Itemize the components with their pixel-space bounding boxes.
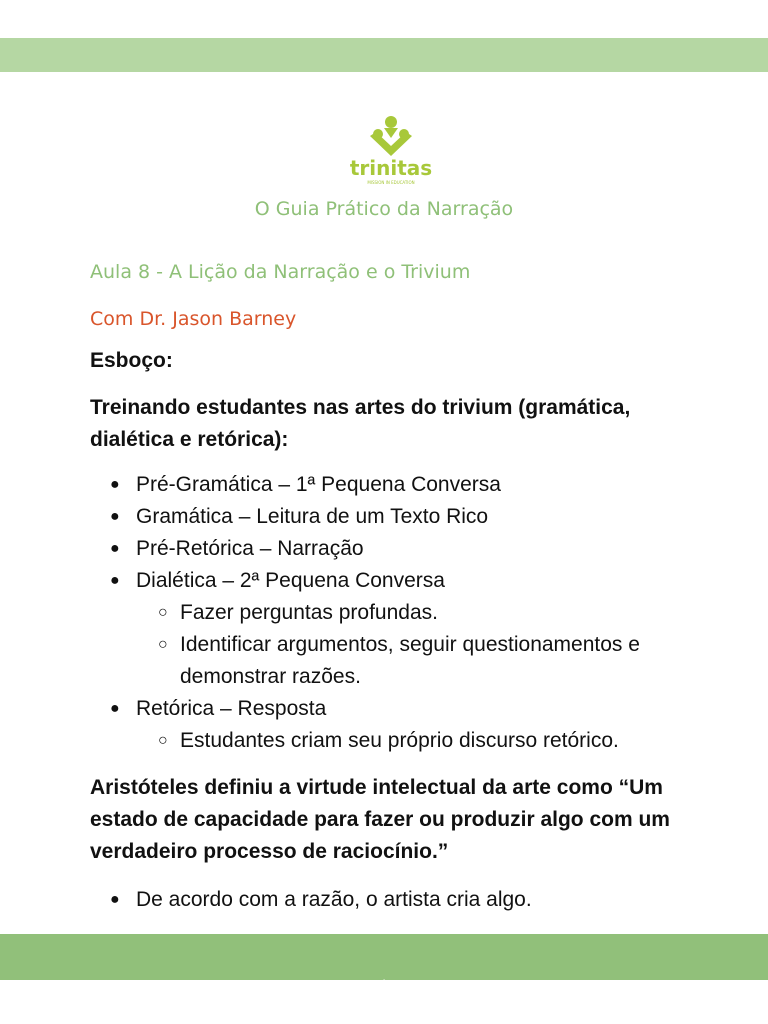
sub-list-item: ○ Fazer perguntas profundas. <box>136 597 710 629</box>
footer-band <box>0 934 768 980</box>
list-item: ● Pré-Gramática – 1ª Pequena Conversa <box>110 469 710 501</box>
list-item: ● Dialética – 2ª Pequena Conversa ○ Fazer perguntas profundas. ○ Identificar argumentos, seguir questionamentos e demonstrar razões. <box>110 565 710 693</box>
list-item: ● Pré-Retórica – Narração <box>110 533 710 565</box>
sub-list <box>136 597 710 693</box>
list-item: ● De acordo com a razão, o artista cria algo. <box>110 884 710 916</box>
trinitas-logo <box>348 114 434 188</box>
trivium-list <box>110 469 710 757</box>
aristotle-list <box>110 884 710 916</box>
header-band <box>0 38 768 72</box>
trivium-heading: Treinando estudantes nas artes do trivium (gramática, dialética e retórica): <box>90 396 631 451</box>
logo-wordmark: trinitas <box>349 156 433 180</box>
trinity-figures-icon <box>348 114 434 158</box>
sub-list-item: ○ Identificar argumentos, seguir questionamentos e demonstrar razões. <box>136 629 710 693</box>
logo-tagline: MISSION IN EDUCATION <box>367 180 415 185</box>
sub-list <box>136 725 710 757</box>
sub-list-item: ○ Estudantes criam seu próprio discurso retórico. <box>136 725 710 757</box>
list-item: ● Retórica – Resposta ○ Estudantes criam seu próprio discurso retórico. <box>110 693 710 757</box>
outline-label: Esboço: <box>90 349 173 372</box>
lesson-author: Com Dr. Jason Barney <box>90 308 297 330</box>
document-subtitle: O Guia Prático da Narração <box>254 198 514 220</box>
page-number: 1 <box>380 978 388 990</box>
aristotle-heading: Aristóteles definiu a virtude intelectual da arte como “Um estado de capacidade para fazer ou produzir algo com um verdadeiro processo de raciocínio.” <box>90 776 670 863</box>
lesson-title: Aula 8 - A Lição da Narração e o Trivium <box>90 261 471 283</box>
list-item: ● Gramática – Leitura de um Texto Rico <box>110 501 710 533</box>
